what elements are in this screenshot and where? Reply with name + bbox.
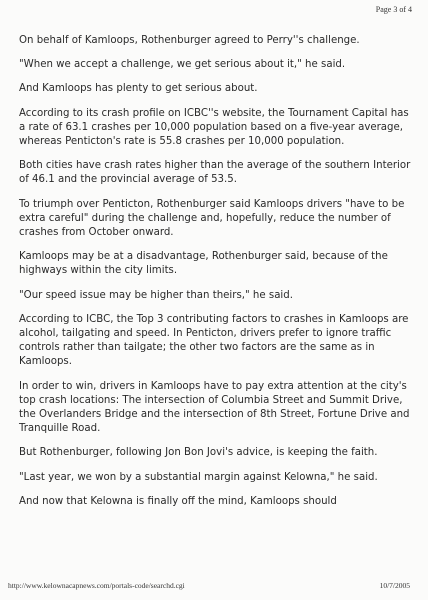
paragraph: But Rothenburger, following Jon Bon Jovi's advice, is keeping the faith. <box>19 447 378 459</box>
footer-date: 10/7/2005 <box>379 581 410 590</box>
article-body <box>19 34 414 519</box>
paragraph: And Kamloops has plenty to get serious about. <box>19 83 258 95</box>
paragraph: To triumph over Penticton, Rothenburger said Kamloops drivers "have to be extra careful" during the challenge and, hopefully, reduce the number of crashes from October onward. <box>19 198 405 239</box>
paragraph: According to ICBC, the Top 3 contributing factors to crashes in Kamloops are alcohol, tailgating and speed. In Penticton, drivers prefer to ignore traffic controls rather than tailgate; the other two factors are the same as in Kamloops. <box>19 313 409 368</box>
paragraph: According to its crash profile on ICBC''s website, the Tournament Capital has a rate of 63.1 crashes per 10,000 population based on a five-year average, whereas Penticton's rate is 55.8 crashes per 10,000 population. <box>19 107 409 148</box>
paragraph: "Our speed issue may be higher than theirs," he said. <box>19 289 293 301</box>
footer-url: http://www.kelownacapnews.com/portals-code/searchd.cgi <box>8 581 185 590</box>
paragraph: And now that Kelowna is finally off the mind, Kamloops should <box>19 495 337 507</box>
paragraph: On behalf of Kamloops, Rothenburger agreed to Perry''s challenge. <box>19 35 360 46</box>
paragraph: "Last year, we won by a substantial margin against Kelowna," he said. <box>19 471 378 483</box>
paragraph: "When we accept a challenge, we get serious about it," he said. <box>19 59 346 71</box>
paragraph: In order to win, drivers in Kamloops have to pay extra attention at the city's top crash locations: The intersection of Columbia Street and Summit Drive, the Overlanders Bridge and the intersection of 8th Street, Fortune Drive and Tranquille Road. <box>19 380 410 435</box>
paragraph: Both cities have crash rates higher than the average of the southern Interior of 46.1 and the provincial average of 53.5. <box>19 160 411 186</box>
paragraph: Kamloops may be at a disadvantage, Rothenburger said, because of the highways within the city limits. <box>19 251 388 277</box>
page-number: Page 3 of 4 <box>375 5 412 14</box>
